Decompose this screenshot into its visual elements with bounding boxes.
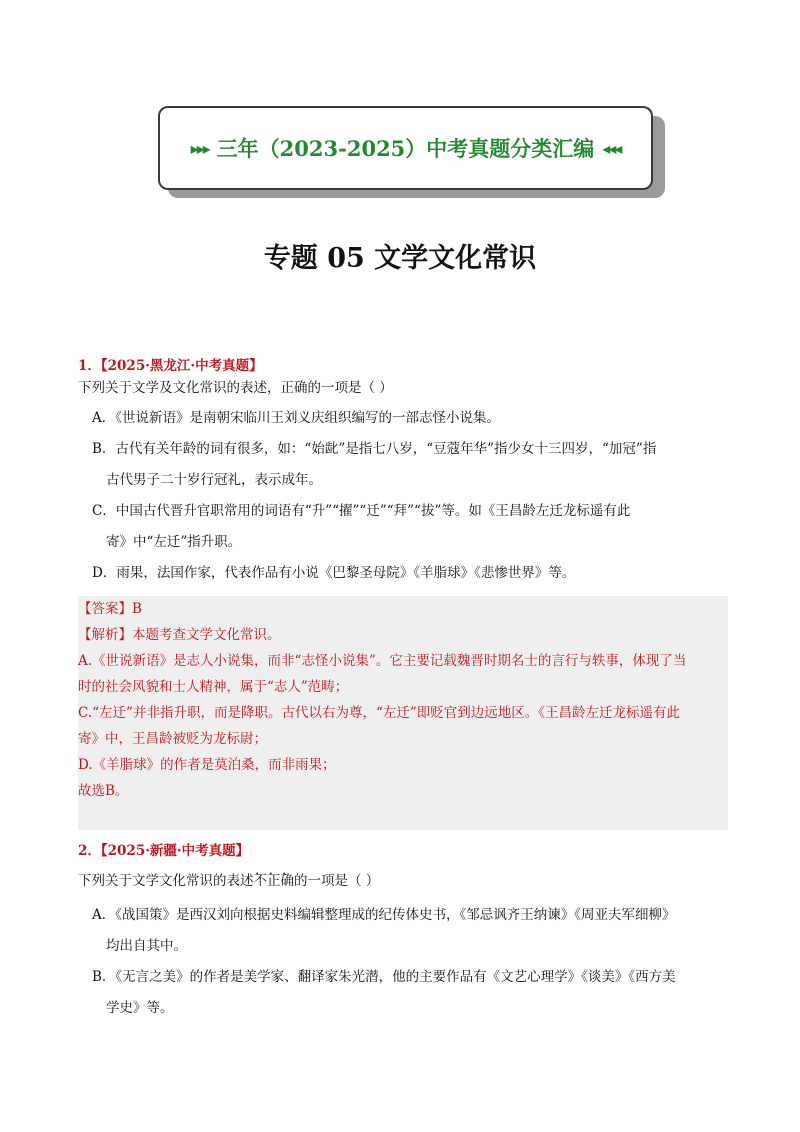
analysis-line-2: 时的社会风貌和士人精神，属于“志人”范畴；	[78, 679, 349, 695]
question-2-stem	[78, 870, 728, 896]
analysis-conclusion: 故选B。	[78, 783, 129, 799]
analysis-label: 【解析】	[78, 627, 132, 643]
question-1-stem: 下列关于文学及文化常识的表述，正确的一项是（ ）	[78, 380, 393, 396]
triple-arrow-left-icon: ◂◂◂	[602, 138, 621, 158]
stem-after: 的一项是（ ）	[294, 873, 380, 889]
analysis-line-4: 寄》中，王昌龄被贬为龙标尉；	[78, 731, 267, 747]
option-c: C．中国古代晋升官职常用的词语有“升”“擢”“迁”“拜”“拔”等。如《王昌龄左迁龙标遥有此	[92, 503, 631, 519]
stem-before: 下列关于文学文化常识的表述	[78, 873, 254, 889]
option-b-continued: 古代男子二十岁行冠礼，表示成年。	[106, 472, 322, 488]
banner-content	[191, 133, 621, 163]
answer-line	[78, 596, 728, 622]
analysis-line-5: D.《羊脂球》的作者是莫泊桑，而非雨果；	[78, 757, 336, 773]
header-banner	[158, 106, 658, 194]
option-c-continued: 寄》中“左迁”指升职。	[106, 534, 242, 550]
banner-text: 三年（2023-2025）中考真题分类汇编	[216, 136, 595, 161]
triple-arrow-right-icon: ▸▸▸	[190, 138, 209, 158]
question-1	[78, 355, 728, 589]
option-a: A．《战国策》是西汉刘向根据史料编辑整理成的纪传体史书，《邹忌讽齐王纳谏》《周亚夫军细柳》	[92, 907, 676, 923]
emphasis-text: • • • 不正确	[254, 873, 295, 889]
answer-text: 【答案】B	[78, 601, 142, 617]
banner-frame	[158, 106, 653, 190]
option-b: B．《无言之美》的作者是美学家、翻译家朱光潜，他的主要作品有《文艺心理学》《谈美》《西方美	[92, 969, 676, 985]
option-b: B．古代有关年龄的词有很多，如：“始龀”是指七八岁，“豆蔻年华”指少女十三四岁，“加冠”指	[92, 441, 657, 457]
question-1-source: 1．【2025·黑龙江·中考真题】	[78, 358, 263, 374]
question-1-options	[78, 403, 728, 589]
option-a: A．《世说新语》是南朝宋临川王刘义庆组织编写的一部志怪小说集。	[92, 410, 500, 426]
option-d: D．雨果，法国作家，代表作品有小说《巴黎圣母院》《羊脂球》《悲惨世界》等。	[92, 565, 576, 581]
option-b-continued: 学史》等。	[106, 1000, 174, 1016]
option-a-continued: 均出自其中。	[106, 938, 187, 954]
question-2-source: 2．【2025·新疆·中考真题】	[78, 843, 250, 859]
analysis-intro	[78, 622, 728, 648]
analysis-line-1: A.《世说新语》是志人小说集，而非“志怪小说集”。它主要记载魏晋时期名士的言行与轶事，体现了当	[78, 653, 687, 669]
analysis-summary: 本题考查文学文化常识。	[132, 627, 281, 643]
question-2-options	[78, 900, 728, 1024]
answer-analysis-box	[78, 596, 728, 830]
analysis-line-3: C.“左迁”并非指升职，而是降职。古代以右为尊，“左迁”即贬官到边远地区。《王昌龄左迁龙标遥有此	[78, 705, 680, 721]
document-title: 专题 05 文学文化常识	[263, 243, 537, 274]
question-2	[78, 840, 728, 1024]
